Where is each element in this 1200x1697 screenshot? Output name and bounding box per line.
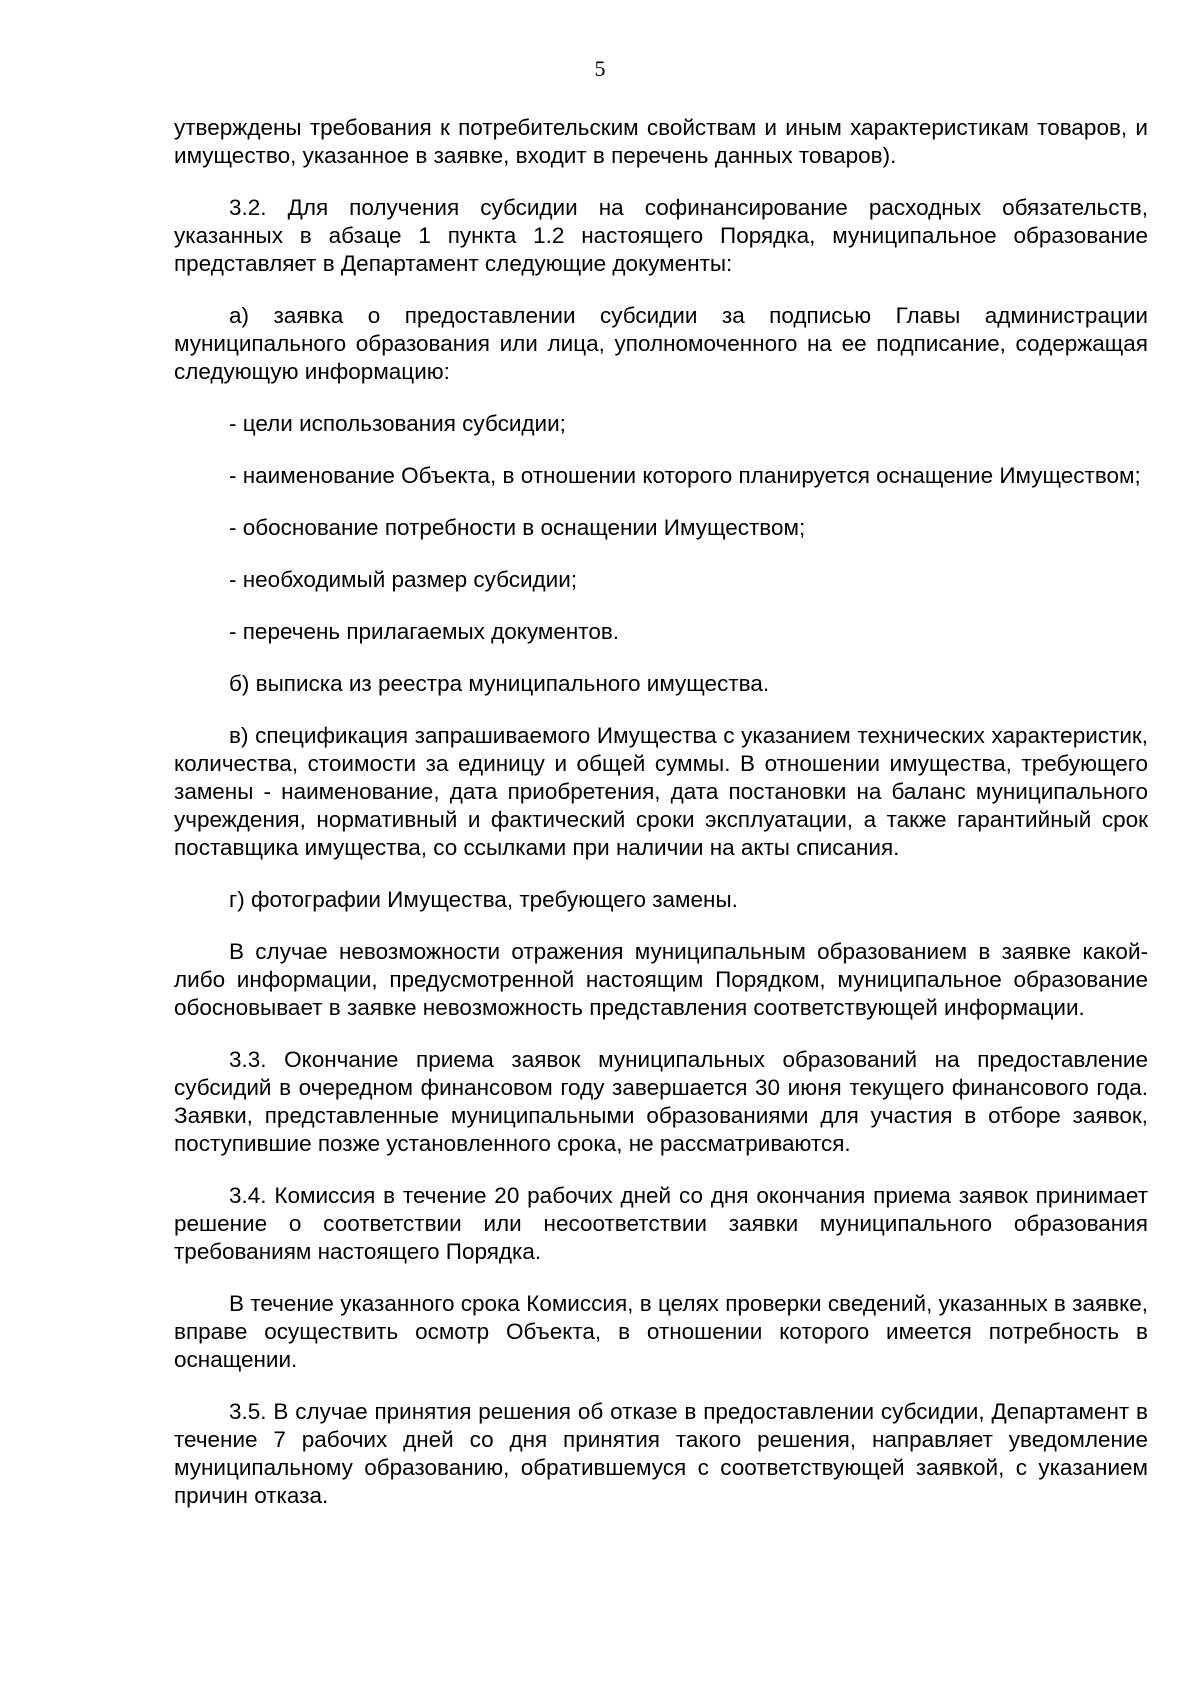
list-item: - наименование Объекта, в отношении которого планируется оснащение Имуществом; xyxy=(229,463,1141,488)
paragraph: г) фотографии Имущества, требующего замены. xyxy=(229,887,738,912)
paragraph: В течение указанного срока Комиссия, в целях проверки сведений, указанных в заявке, вправе осуществить осмотр Объекта, в отношении которого имеется потребность в оснащении. xyxy=(174,1291,1148,1372)
paragraph: 3.5. В случае принятия решения об отказе в предоставлении субсидии, Департамент в течение 7 рабочих дней со дня принятия такого решения, направляет уведомление муниципальному образованию, обратившемуся с соответствующей заявкой, с указанием причин отказа. xyxy=(174,1399,1148,1508)
paragraph: б) выписка из реестра муниципального имущества. xyxy=(229,671,770,696)
paragraph: 3.3. Окончание приема заявок муниципальных образований на предоставление субсидий в очередном финансовом году завершается 30 июня текущего финансового года. Заявки, представленные муниципальными образованиями для участия в отборе заявок, поступившие позже установленного срока, не рассматриваются. xyxy=(174,1047,1148,1156)
paragraph: а) заявка о предоставлении субсидии за подписью Главы администрации муниципального образования или лица, уполномоченного на ее подписание, содержащая следующую информацию: xyxy=(174,303,1148,384)
list-item: - цели использования субсидии; xyxy=(229,411,566,436)
paragraph: в) спецификация запрашиваемого Имущества с указанием технических характеристик, количества, стоимости за единицу и общей суммы. В отношении имущества, требующего замены - наименование, дата приобретения, дата постановки на баланс муниципального учреждения, нормативный и фактический сроки эксплуатации, а также гарантийный срок поставщика имущества, со ссылками при наличии на акты списания. xyxy=(174,723,1148,860)
list-item: - перечень прилагаемых документов. xyxy=(229,619,620,644)
document-body xyxy=(174,114,1148,1534)
list-item: - необходимый размер субсидии; xyxy=(229,567,578,592)
paragraph: 3.4. Комиссия в течение 20 рабочих дней со дня окончания приема заявок принимает решение о соответствии или несоответствии заявки муниципального образования требованиям настоящего Порядка. xyxy=(174,1183,1148,1264)
paragraph: В случае невозможности отражения муниципальным образованием в заявке какой-либо информации, предусмотренной настоящим Порядком, муниципальное образование обосновывает в заявке невозможность представления соответствующей информации. xyxy=(174,939,1148,1020)
page-number: 5 xyxy=(594,56,606,81)
paragraph: 3.2. Для получения субсидии на софинансирование расходных обязательств, указанных в абзаце 1 пункта 1.2 настоящего Порядка, муниципальное образование представляет в Департамент следующие документы: xyxy=(174,195,1148,276)
paragraph: утверждены требования к потребительским свойствам и иным характеристикам товаров, и имущество, указанное в заявке, входит в перечень данных товаров). xyxy=(174,115,1148,168)
list-item: - обоснование потребности в оснащении Имуществом; xyxy=(229,515,806,540)
